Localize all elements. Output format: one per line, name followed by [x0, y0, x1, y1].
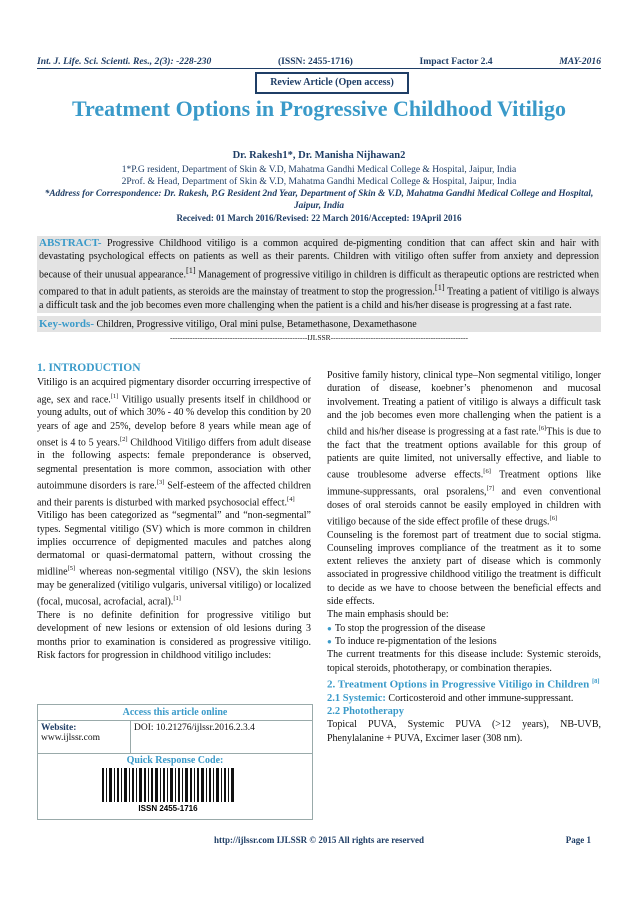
article-type-badge: Review Article (Open access): [255, 72, 409, 94]
ref: [6]: [538, 425, 547, 433]
right-paragraph-5: Topical PUVA, Systemic PUVA (>12 years), NB-UVB, Phenylalanine + PUVA, Excimer laser (308 nm).: [327, 719, 601, 744]
abstract-text-1: Progressive Childhood vitiligo is a common acquired de-pigmenting condition that can affect skin and hair with devastating psychological effects on patients as well as their parents. Children with vitiligo often suffer from anxiety and depression because of their unusual appearance.: [39, 238, 599, 280]
ref: [7]: [486, 485, 495, 493]
ref: [1]: [434, 283, 445, 293]
website-label: Website:: [41, 723, 77, 733]
footer-copyright: http://ijlssr.com IJLSSR © 2015 All rights are reserved: [213, 835, 425, 845]
right-paragraph-3: The main emphasis should be:: [327, 609, 449, 621]
affiliation-1: 1*P.G resident, Department of Skin & V.D, Mahatma Gandhi Medical College & Hospital, Jaipur, India: [121, 165, 517, 175]
website-link[interactable]: www.ijlssr.com: [41, 733, 101, 743]
section-2-2-heading: 2.2 Phototherapy: [327, 706, 404, 718]
doi[interactable]: DOI: 10.21276/ijlssr.2016.2.3.4: [134, 723, 255, 733]
right-paragraph-1: [327, 369, 601, 529]
text: Treatment options like immune-suppressants, oral psoralens,: [327, 469, 601, 498]
dates: Received: 01 March 2016/Revised: 22 March 2016/Accepted: 19April 2016: [176, 213, 462, 223]
text: Vitiligo is an acquired pigmentary disorder occurring irrespective of age, sex and race.: [37, 377, 311, 405]
text: Vitiligo usually presents itself in childhood or young adults, out of which 30% - 40 % develop this condition by 20 years of age and 25%, develop before 8 years while mean age of onset is 4 to 5 years.: [37, 393, 311, 449]
introduction-heading: 1. INTRODUCTION: [37, 362, 141, 374]
qr-label: Quick Response Code:: [126, 755, 224, 766]
right-column: [327, 369, 601, 745]
text: 2. Treatment Options in Progressive Vitiligo in Children: [327, 678, 590, 691]
page-number: Page 1: [565, 835, 591, 845]
right-paragraph-2: Counseling is the foremost part of treatment due to social stigma. Counseling improves compliance of the treatment as it to some extent relieves the anxiety part of disease which is commonly associated in progressive childhood vitiligo the treatment is difficult to decide as we have to choose between the beneficial effects and side effects.: [327, 529, 601, 608]
ref: [5]: [67, 565, 76, 573]
issue-date: MAY-2016: [559, 56, 601, 67]
intro-paragraph-2: [37, 509, 311, 609]
access-box-row: [38, 721, 312, 754]
text: Childhood Vitiligo differs from adult disease in the following aspects: female preponderance is observed, segmental presentation is more common, association with other autoimmune disorders is rare.: [37, 437, 311, 492]
ref: [6]: [549, 514, 558, 522]
keywords: [37, 316, 601, 332]
text: Positive family history, clinical type–Non segmental vitiligo, longer duration of disease, koebner’s phenomenon and mucosal involvement. Treating a patient of vitiligo is always a difficult task and the job becomes even more challenging when the patient is a child and his/her disease is progressing at a fast rate.: [327, 370, 601, 438]
journal-citation: Int. J. Life. Sci. Scienti. Res., 2(3): -228-230: [37, 56, 212, 67]
correspondence: *Address for Correspondence: Dr. Rakesh, P.G Resident 2nd Year, Department of Skin & V.D, Mahatma Gandhi Medical College and Hospital, Jaipur, India: [44, 189, 594, 211]
authors: Dr. Rakesh1*, Dr. Manisha Nijhawan2: [232, 150, 406, 161]
section-2-1: [327, 692, 601, 705]
intro-paragraph-3: There is no definite definition for progressive vitiligo but development of new lesions or extension of old lesions during 3 months prior to examination is considered as progressive vitiligo. Risk factors for progression in childhood vitiligo includes:: [37, 610, 311, 661]
ref: [1]: [173, 595, 181, 603]
section-2-heading: [327, 675, 601, 692]
impact-factor: Impact Factor 2.4: [419, 56, 493, 67]
left-column: [37, 362, 311, 662]
doi-cell: [131, 721, 258, 753]
subheading: 2.1 Systemic:: [327, 692, 386, 704]
abstract-text-2: Management of progressive vitiligo in children is difficult as therapeutic options are restricted when compared to that in adult patients, as steroids are the mainstay of treatment to stop the progression.: [39, 268, 599, 298]
keywords-text: Children, Progressive vitiligo, Oral mini pulse, Betamethasone, Dexamethasone: [94, 319, 417, 330]
ref: [3]: [156, 479, 165, 487]
barcode-image: [98, 768, 238, 812]
text: and even conventional doses of oral steroids cannot be easily employed in children with vitiligo because of the side effect profile of these drugs.: [327, 486, 601, 528]
bullet-item: ● To stop the progression of the disease: [327, 622, 601, 635]
abstract: [37, 236, 601, 313]
text: Corticosteroid and other immune-suppressant.: [385, 692, 574, 704]
abstract-text-3: Treating a patient of vitiligo is always a difficult task and the job becomes even more challenging when the patient is a child and his/her disease is progressing at a fast rate.: [39, 286, 599, 311]
website-cell: [38, 721, 131, 753]
keywords-label: Key-words-: [39, 318, 94, 330]
ref: [2]: [120, 435, 128, 443]
ref: [8]: [591, 677, 600, 685]
ref: [1]: [110, 392, 119, 400]
bullet-item: ● To induce re-pigmentation of the lesions: [327, 635, 601, 648]
article-access-box: [37, 704, 313, 820]
barcode-caption: ISSN 2455-1716: [138, 804, 198, 812]
text: This is due to the fact that the treatment options available for this group of patients are quite limited, not universally effective, and liable to cause troublesome adverse effects.: [327, 426, 602, 481]
right-paragraph-4: The current treatments for this disease include: Systemic steroids, topical steroids, phototherapy, or combination therapies.: [327, 649, 601, 674]
text: whereas non-segmental vitiligo (NSV), the skin lesions may be generalized (vitiligo vulgaris, universal vitiligo) or localized (focal, mucosal, acrofacial, acral).: [37, 566, 311, 608]
paper-title: Treatment Options in Progressive Childhood Vitiligo: [71, 96, 567, 121]
access-box-title: Access this article online: [38, 705, 312, 721]
text: Self-esteem of the affected children and their parents is disturbed with marked psychosocial effect.: [37, 480, 312, 508]
running-header: [37, 56, 601, 67]
header-rule: [37, 68, 601, 69]
ref: [4]: [287, 495, 295, 503]
ref: [6]: [483, 468, 491, 476]
intro-paragraph-1: [37, 376, 311, 509]
ref: [1]: [185, 265, 196, 275]
issn: (ISSN: 2455-1716): [277, 56, 353, 67]
section-divider: -------------------------------------------------------IJLSSR-------------------------------------------------------: [169, 333, 469, 342]
affiliation-2: 2Prof. & Head, Department of Skin & V.D, Mahatma Gandhi Medical College & Hospital, Jaipur, India: [121, 177, 517, 187]
abstract-label: ABSTRACT-: [39, 237, 102, 249]
text: Vitiligo has been categorized as “segmental” and “non-segmental” types. Segmental vitiligo (SV) which is more common in children implies occurrence of depigmented macules and patches along dermatomal or quasi-dermatomal pattern, without crossing the midline: [37, 510, 311, 578]
